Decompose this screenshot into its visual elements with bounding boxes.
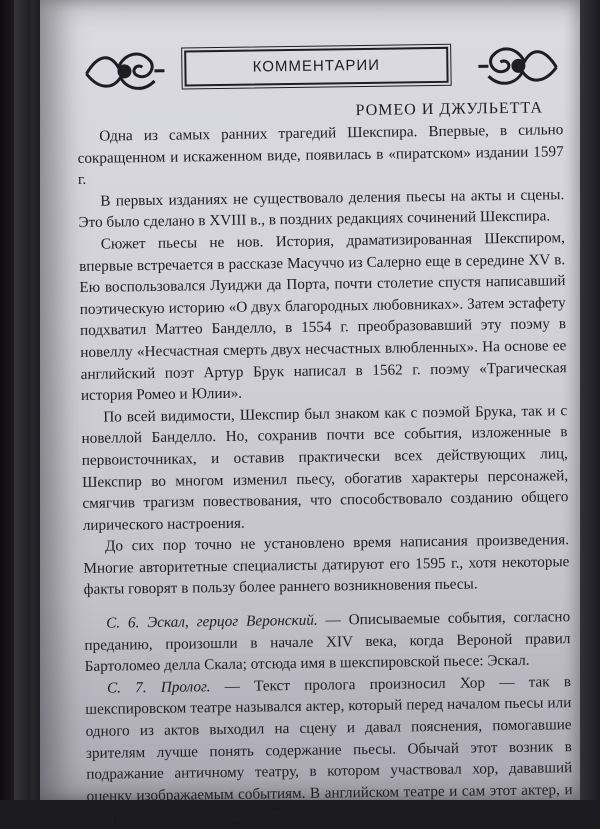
page-header: [76, 33, 563, 100]
note-prologue: [85, 671, 573, 829]
ornament-left-icon: [84, 43, 165, 96]
note-label: С. 6. Эскал, герцог Веронский.: [106, 611, 318, 632]
page-content: [76, 33, 573, 829]
note-text: — Описываемые события, согласно преданию, произошли в начале XIV века, когда Вероной правил Бартоломео делла Скала; отсюда имя в шекспировской пьесе: Эскал.: [84, 608, 571, 676]
note-label: С. 7. Пролог.: [106, 678, 211, 697]
paragraph: Одна из самых ранних трагедий Шекспира. Впервые, в сильно сокращенном и искаженном виде, появилась в «пиратском» издании 1597 г.: [77, 121, 564, 189]
section-header-title: КОММЕНТАРИИ: [184, 47, 448, 87]
note-escal: [84, 606, 571, 678]
paragraph: До сих пор точно не установлено время написания произведения. Многие авторитетные специалисты датируют его 1595 г., хотя некоторые факты говорят в пользу более раннего возникновения пьесы.: [83, 531, 570, 599]
book-page: [40, 0, 580, 827]
ornament-right-icon: [478, 37, 559, 90]
note-text: — Текст пролога произносил Хор — так в шекспировском театре назывался актер, который перед началом пьесы или одного из актов выходил на сцену и давал пояснения, помогавшие зрителям лучше понять содержание пьесы. Обычай этот возник в подражание античному театру, в котором участвовал хор, дававший оценку изображаемым событиям. В английском театре и сам этот актер, и его речь назывались также прологом.: [85, 672, 573, 827]
play-title: РОМЕО И ДЖУЛЬЕТТА: [355, 99, 544, 120]
paragraph: Сюжет пьесы не нов. История, драматизированная Шекспиром, впервые встречается в рассказе Масуччо из Салерно еще в середине XV в. Ею воспользовался Луиджи да Порта, почти столетие спустя написавший поэтическую историю «О двух благородных любовниках». Затем эстафету подхватил Маттео Банделло, в 1554 г. преобразовавший эту поэму в новеллу «Несчастная смерть двух несчастных влюбленных». На основе ее английский поэт Артур Брук написал в 1562 г. поэму «Трагическая история Ромео и Юлии».: [79, 229, 567, 405]
paragraph: В первых изданиях не существовало деления пьесы на акты и сцены. Это было сделано в XVIII в., в поздних редакциях сочинений Шекспира.: [78, 185, 565, 232]
paragraph: По всей видимости, Шекспир был знаком как с поэмой Брука, так и с новеллой Банделло. Но, сохранив почти все события, изложенные в первоисточниках, и оставив практически всех действующих лиц, Шекспир во многом изменил пьесу, обогатив характеры персонажей, смягчив трагизм повествования, что способствовало созданию общего лирического настроения.: [81, 401, 569, 534]
